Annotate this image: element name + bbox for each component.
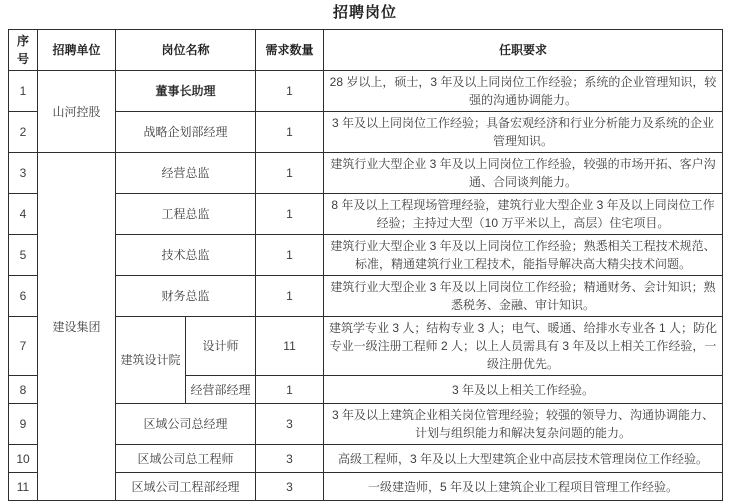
requirements-cell: 28 岁以上，硕士，3 年及以上同岗位工作经验；系统的企业管理知识，较强的沟通协调能力。 [324,71,723,112]
requirements-cell: 建筑行业大型企业 3 年及以上同岗位工作经验；精通财务、会计知识；熟悉税务、金融、审计知识。 [324,276,723,317]
row-number-cell: 2 [9,112,38,153]
quantity-cell: 1 [256,276,324,317]
row-number-cell: 10 [9,445,38,473]
requirements-cell: 一级建造师，5 年及以上建筑企业工程项目管理工作经验。 [324,473,723,501]
quantity-cell: 3 [256,404,324,445]
header-req: 任职要求 [324,30,723,71]
position-cell: 财务总监 [116,276,256,317]
quantity-cell: 1 [256,194,324,235]
position-cell: 区域公司总经理 [116,404,256,445]
row-number-cell: 8 [9,376,38,404]
table-row [9,194,723,235]
row-number-cell: 6 [9,276,38,317]
table-row [9,112,723,153]
header-unit: 招聘单位 [38,30,116,71]
unit-cell-jianshe: 建设集团 [38,153,116,501]
quantity-cell: 1 [256,71,324,112]
row-number-cell: 4 [9,194,38,235]
row-number-cell: 1 [9,71,38,112]
requirements-cell: 建筑行业大型企业 3 年及以上同岗位工作经验，较强的市场开拓、客户沟通、合同谈判能力。 [324,153,723,194]
row-number-cell: 11 [9,473,38,501]
requirements-cell: 建筑学专业 3 人；结构专业 3 人；电气、暖通、给排水专业各 1 人；防化专业一级注册工程师 2 人；以上人员需具有 3 年及以上相关工作经验，一级注册优先。 [324,317,723,376]
requirements-cell: 3 年及以上建筑企业相关岗位管理经验；较强的领导力、沟通协调能力、计划与组织能力和解决复杂问题的能力。 [324,404,723,445]
position-cell: 经营总监 [116,153,256,194]
position-cell: 区域公司工程部经理 [116,473,256,501]
row-number-cell: 9 [9,404,38,445]
position-cell: 设计师 [186,317,256,376]
quantity-cell: 1 [256,235,324,276]
quantity-cell: 3 [256,473,324,501]
table-row [9,473,723,501]
quantity-cell: 11 [256,317,324,376]
position-cell: 经营部经理 [186,376,256,404]
position-cell: 工程总监 [116,194,256,235]
unit-cell-shanhe: 山河控股 [38,71,116,153]
requirements-cell: 建筑行业大型企业 3 年及以上同岗位工作经验；熟悉相关工程技术规范、标准，精通建筑行业工程技术，能指导解决高大精尖技术问题。 [324,235,723,276]
header-qty: 需求数量 [256,30,324,71]
row-number-cell: 3 [9,153,38,194]
requirements-cell: 3 年及以上相关工作经验。 [324,376,723,404]
quantity-cell: 1 [256,376,324,404]
table-row [9,317,723,376]
header-no: 序号 [9,30,38,71]
table-row [9,276,723,317]
requirements-cell: 3 年及以上同岗位工作经验；具备宏观经济和行业分析能力及系统的企业管理知识。 [324,112,723,153]
position-cell: 董事长助理 [116,71,256,112]
table-row [9,404,723,445]
recruitment-table [8,29,723,501]
sub-unit-cell-design-institute: 建筑设计院 [116,317,186,404]
row-number-cell: 5 [9,235,38,276]
page-title: 招聘岗位 [332,4,397,21]
table-row [9,445,723,473]
position-cell: 区域公司总工程师 [116,445,256,473]
table-header-row [9,30,723,71]
header-position: 岗位名称 [116,30,256,71]
table-row [9,235,723,276]
table-row [9,153,723,194]
quantity-cell: 1 [256,153,324,194]
quantity-cell: 3 [256,445,324,473]
quantity-cell: 1 [256,112,324,153]
position-cell: 战略企划部经理 [116,112,256,153]
requirements-cell: 8 年及以上工程现场管理经验，建筑行业大型企业 3 年及以上同岗位工作经验；主持过大型（10 万平米以上，高层）住宅项目。 [324,194,723,235]
row-number-cell: 7 [9,317,38,376]
requirements-cell: 高级工程师，3 年及以上大型建筑企业中高层技术管理岗位工作经验。 [324,445,723,473]
table-row [9,71,723,112]
position-cell: 技术总监 [116,235,256,276]
